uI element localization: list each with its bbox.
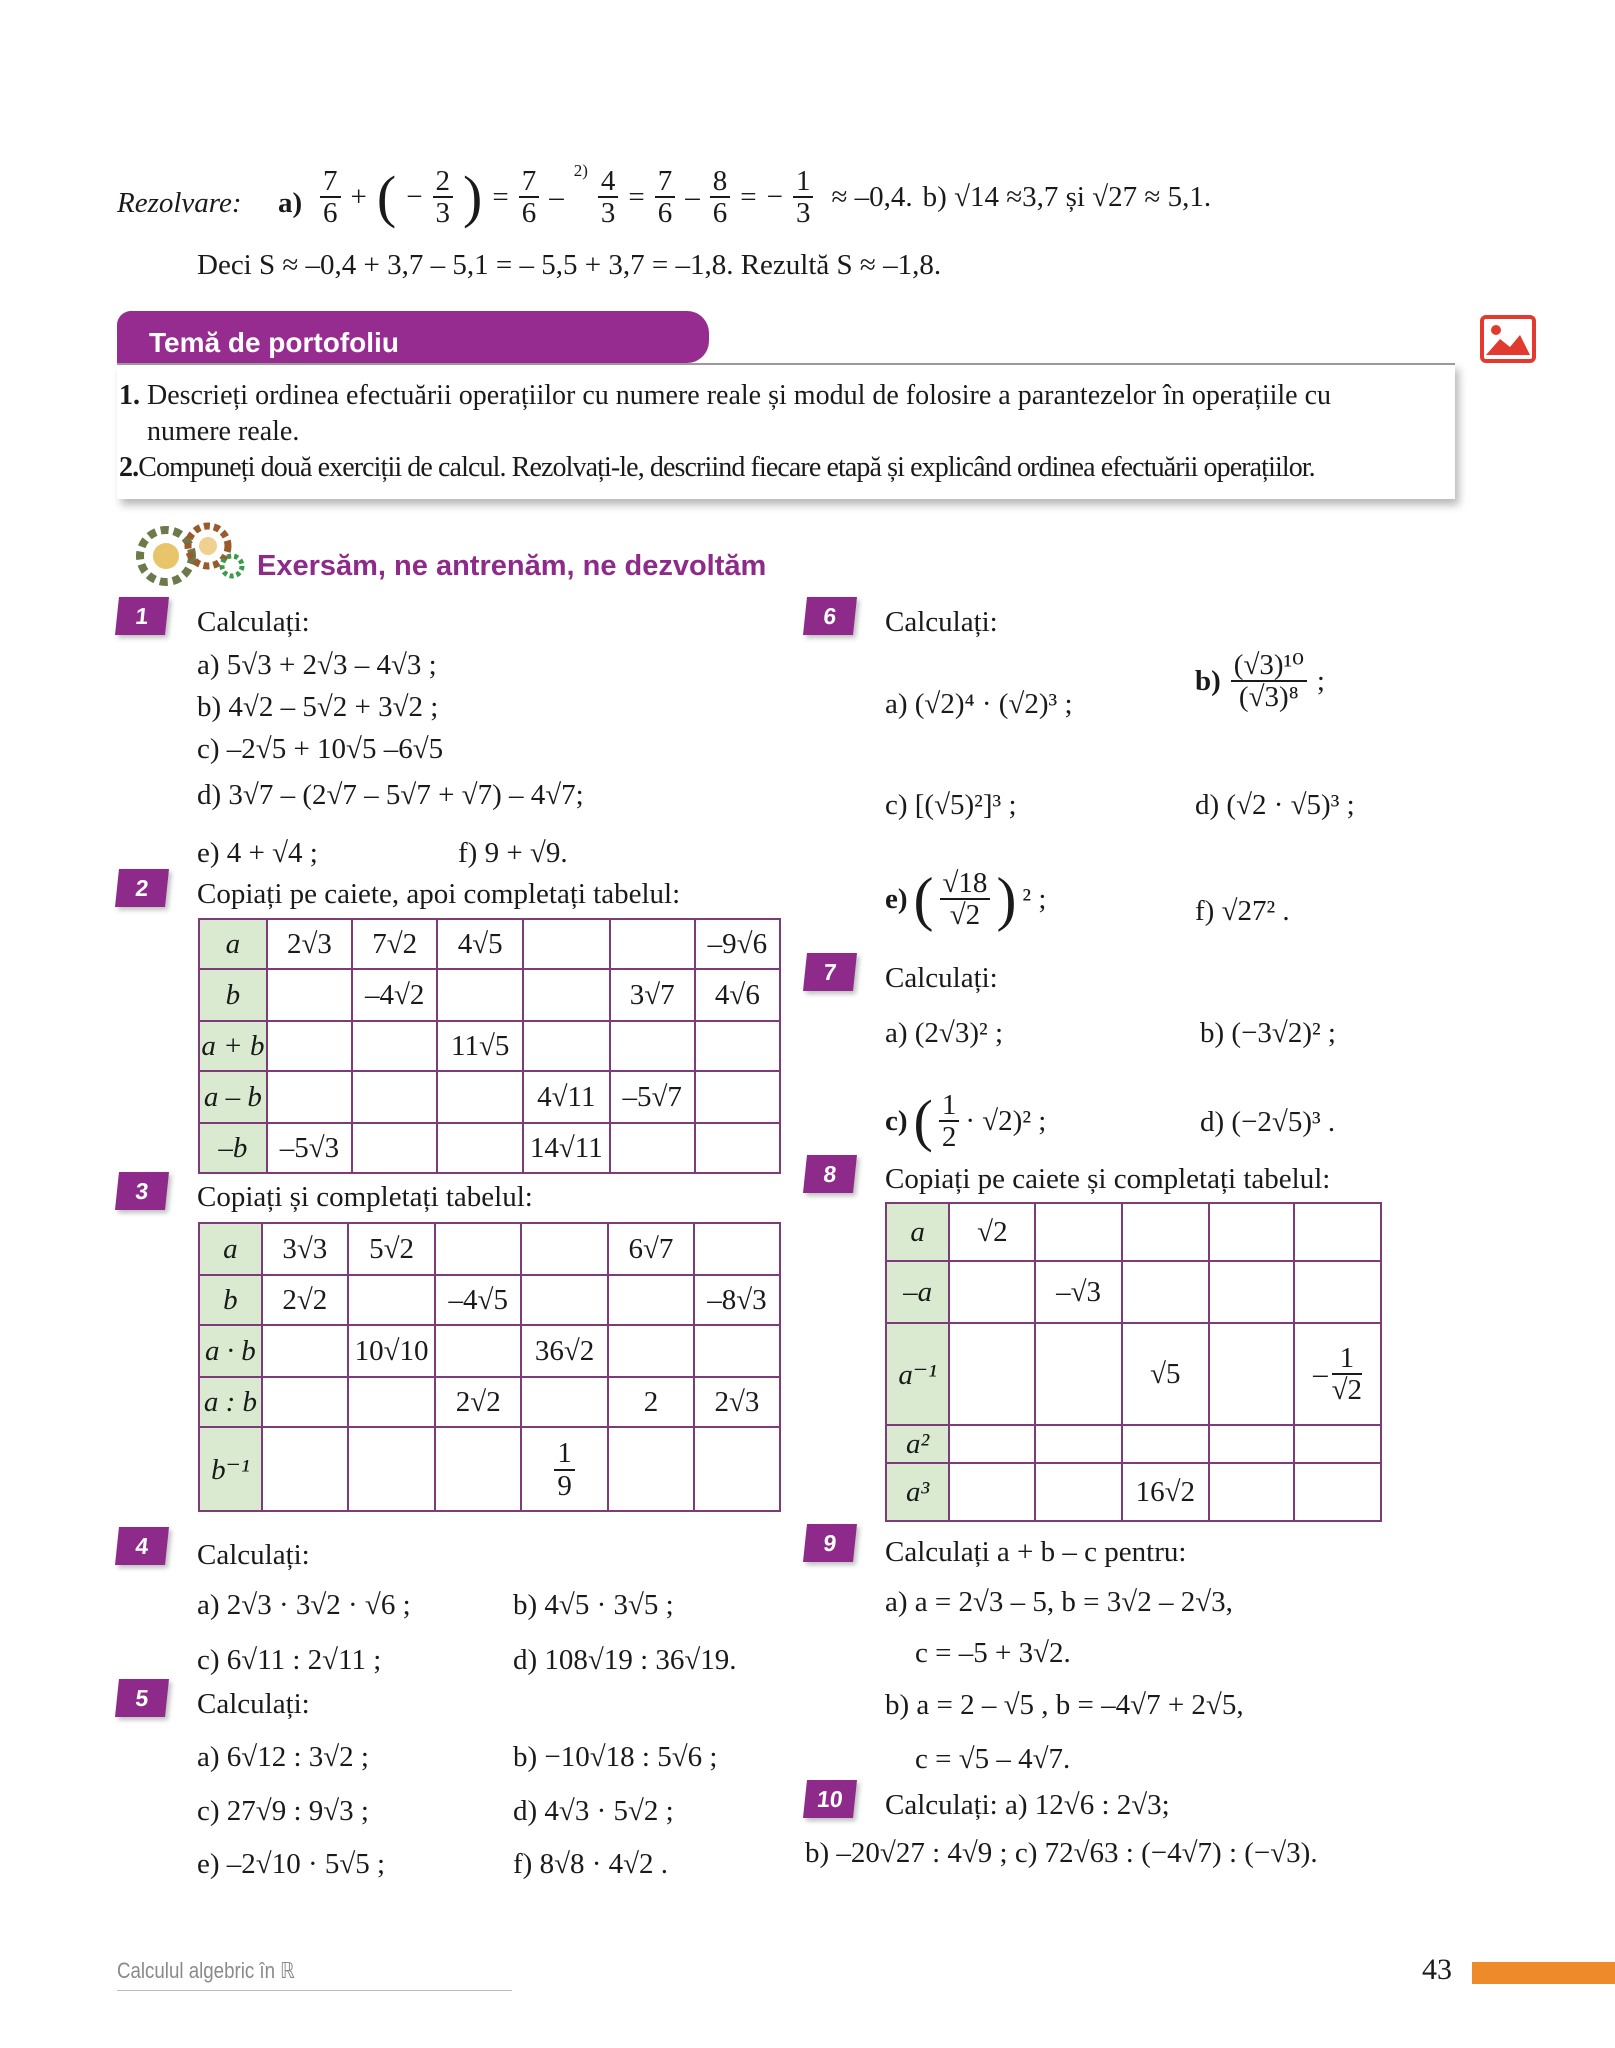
table-cell <box>523 969 609 1021</box>
ex5-title: Calculați: <box>197 1688 310 1720</box>
table-cell: 4√6 <box>695 969 780 1021</box>
gears-icon <box>128 520 248 590</box>
row-header-cell: a <box>199 919 267 969</box>
table-cell <box>437 969 523 1021</box>
table-cell <box>521 1223 608 1275</box>
ex7-b: b) (−3√2)² ; <box>1200 1017 1336 1049</box>
table-cell <box>262 1427 348 1511</box>
ex5-f: f) 8√8 · 4√2 . <box>513 1848 669 1880</box>
table-cell <box>610 919 695 969</box>
fraction: $\frac{7}{6}$ <box>320 166 341 229</box>
ex9-title: Calculați a + b – c pentru: <box>885 1536 1187 1568</box>
row-header-cell: b <box>199 969 267 1021</box>
fraction: $\frac{\text{(√3)¹⁰}}{\text{(√3)⁸}}$ <box>1231 650 1307 713</box>
ex1-f: f) 9 + √9. <box>458 837 568 869</box>
ex7-title: Calculați: <box>885 962 998 994</box>
table-cell <box>1294 1425 1381 1463</box>
ex6-d: d) (√2 · √5)³ ; <box>1195 789 1355 821</box>
table-row <box>199 969 780 1021</box>
ex9-a1: a) a = 2√3 – 5, b = 3√2 – 2√3, <box>885 1586 1233 1618</box>
equals-sign: = <box>740 180 757 213</box>
table-row <box>199 919 780 969</box>
table-cell <box>262 1325 348 1377</box>
exercise-number-badge: 10 <box>803 1780 857 1818</box>
fraction: $\frac{7}{6}$ <box>655 166 676 229</box>
table-cell: 11√5 <box>437 1021 523 1071</box>
rezolvare-b-part: b) √14 ≈3,7 și √27 ≈ 5,1. <box>922 180 1212 213</box>
table-cell <box>1035 1425 1121 1463</box>
table-cell: 36√2 <box>521 1325 608 1377</box>
table-row <box>199 1275 780 1325</box>
portfolio-item-2: 2.Compuneți două exerciții de calcul. Rezolvați-le, descriind fiecare etapă și explicând ordinea efectuării operațiilor. <box>119 452 1315 483</box>
table-cell <box>1294 1463 1381 1521</box>
table-cell <box>1294 1203 1381 1261</box>
ex9-b2: c = √5 – 4√7. <box>915 1743 1071 1775</box>
exercise-number-badge: 7 <box>803 953 857 991</box>
ex8-table <box>885 1202 1382 1522</box>
ex1-b: b) 4√2 – 5√2 + 3√2 ; <box>197 691 439 723</box>
ex6-title: Calculați: <box>885 606 998 638</box>
row-header-cell: a <box>199 1223 262 1275</box>
table-cell <box>1035 1323 1121 1425</box>
row-header-cell: a³ <box>886 1463 949 1521</box>
ex5-b: b) −10√18 : 5√6 ; <box>513 1741 718 1773</box>
table-cell: –5√7 <box>610 1071 695 1123</box>
table-cell <box>352 1021 437 1071</box>
ex7-c: c) ( $\frac{1}{2}$ · √2)² ; <box>885 1088 1047 1154</box>
approx-result: ≈ –0,4. <box>831 180 913 213</box>
table-cell <box>695 1123 780 1173</box>
ex6-f: f) √27² . <box>1195 895 1290 927</box>
table-cell <box>348 1427 435 1511</box>
table-cell <box>1122 1425 1209 1463</box>
table-cell: 4√5 <box>437 919 523 969</box>
table-cell <box>1035 1463 1121 1521</box>
row-header-cell: b <box>199 1275 262 1325</box>
equals-sign: = <box>492 180 509 213</box>
ex4-d: d) 108√19 : 36√19. <box>513 1644 737 1676</box>
fraction: $\frac{2}{3}$ <box>433 166 454 229</box>
row-header-cell: –b <box>199 1123 267 1173</box>
table-cell <box>1209 1261 1294 1323</box>
table-cell: 2 <box>608 1377 694 1427</box>
table-cell <box>608 1325 694 1377</box>
table-cell: √5 <box>1122 1323 1209 1425</box>
exercise-number-badge: 8 <box>803 1155 857 1193</box>
table-cell <box>1035 1203 1121 1261</box>
row-header-cell: a + b <box>199 1021 267 1071</box>
portfolio-item-1-cont: numere reale. <box>147 416 300 447</box>
image-icon <box>1480 315 1536 363</box>
paren-open: ( <box>376 164 397 230</box>
table-cell <box>1209 1463 1294 1521</box>
plus-sign: + <box>350 180 367 213</box>
amplification-mark: 2) <box>573 161 588 181</box>
table-cell: 14√11 <box>523 1123 609 1173</box>
exercise-number-badge: 9 <box>803 1524 857 1562</box>
fraction: $\frac{4}{3}$ <box>598 166 619 229</box>
ex7-d: d) (−2√5)³ . <box>1200 1106 1336 1138</box>
ex8-title: Copiați pe caiete și completați tabelul: <box>885 1163 1331 1195</box>
paren-close: ) <box>463 164 483 230</box>
table-cell: √2 <box>949 1203 1035 1261</box>
ex2-table <box>198 918 781 1174</box>
minus-sign: − <box>406 180 423 213</box>
table-cell <box>1209 1323 1294 1425</box>
table-cell: –4√2 <box>352 969 437 1021</box>
page-number: 43 <box>1422 1953 1452 1986</box>
table-cell: –5√3 <box>267 1123 352 1173</box>
table-cell <box>521 1377 608 1427</box>
table-row <box>199 1377 780 1427</box>
ex9-a2: c = –5 + 3√2. <box>915 1637 1071 1669</box>
fraction: $\frac{7}{6}$ <box>519 166 540 229</box>
table-cell: 2√2 <box>435 1377 521 1427</box>
table-cell <box>437 1123 523 1173</box>
table-cell <box>348 1275 435 1325</box>
ex10-line1: Calculați: a) 12√6 : 2√3; <box>885 1789 1170 1821</box>
table-cell <box>348 1377 435 1427</box>
table-cell: 3√3 <box>262 1223 348 1275</box>
table-row <box>886 1261 1381 1323</box>
table-cell: 3√7 <box>610 969 695 1021</box>
table-cell <box>523 919 609 969</box>
table-cell: –9√6 <box>695 919 780 969</box>
table-row <box>199 1325 780 1377</box>
chapter-title: Calculul algebric în ℝ <box>117 1958 296 1983</box>
row-header-cell: a⁻¹ <box>886 1323 949 1425</box>
rezolvare-conclusion: Deci S ≈ –0,4 + 3,7 – 5,1 = – 5,5 + 3,7 = –1,8. Rezultă S ≈ –1,8. <box>197 249 942 281</box>
ex4-title: Calculați: <box>197 1539 310 1571</box>
table-cell: 6√7 <box>608 1223 694 1275</box>
ex1-title: Calculați: <box>197 606 310 638</box>
table-cell: 2√3 <box>267 919 352 969</box>
portfolio-box <box>117 363 1455 499</box>
table-row <box>199 1223 780 1275</box>
portfolio-banner: Temă de portofoliu <box>117 311 709 363</box>
fraction: $\frac{1}{2}$ <box>939 1090 960 1153</box>
table-cell <box>1122 1261 1209 1323</box>
table-cell: 4√11 <box>523 1071 609 1123</box>
ex5-c: c) 27√9 : 9√3 ; <box>197 1795 369 1827</box>
table-row <box>199 1427 780 1511</box>
exercise-number-badge: 4 <box>115 1527 169 1565</box>
table-cell: 5√2 <box>348 1223 435 1275</box>
table-cell <box>262 1377 348 1427</box>
table-cell <box>949 1463 1035 1521</box>
table-cell <box>949 1323 1035 1425</box>
ex9-b1: b) a = 2 – √5 , b = –4√7 + 2√5, <box>885 1689 1244 1721</box>
ex4-a: a) 2√3 · 3√2 · √6 ; <box>197 1589 411 1621</box>
table-cell <box>523 1021 609 1071</box>
footer-divider <box>117 1990 512 1991</box>
exercise-number-badge: 3 <box>115 1172 169 1210</box>
exercise-number-badge: 6 <box>803 597 857 635</box>
table-cell <box>695 1021 780 1071</box>
ex5-a: a) 6√12 : 3√2 ; <box>197 1741 369 1773</box>
ex4-b: b) 4√5 · 3√5 ; <box>513 1589 674 1621</box>
table-cell: –8√3 <box>694 1275 780 1325</box>
ex5-e: e) –2√10 · 5√5 ; <box>197 1848 386 1880</box>
table-cell <box>949 1425 1035 1463</box>
table-row <box>199 1021 780 1071</box>
exercise-number-badge: 1 <box>115 597 169 635</box>
ex6-a: a) (√2)⁴ · (√2)³ ; <box>885 688 1073 720</box>
rezolvare-a-label: a) <box>278 187 303 219</box>
table-cell <box>521 1427 608 1511</box>
table-cell: –4√5 <box>435 1275 521 1325</box>
table-cell <box>1122 1203 1209 1261</box>
table-cell <box>435 1325 521 1377</box>
table-cell <box>610 1123 695 1173</box>
table-cell <box>435 1223 521 1275</box>
row-header-cell: b⁻¹ <box>199 1427 262 1511</box>
ex2-title: Copiați pe caiete, apoi completați tabelul: <box>197 878 681 910</box>
table-cell: 2√2 <box>262 1275 348 1325</box>
row-header-cell: a : b <box>199 1377 262 1427</box>
table-cell: 16√2 <box>1122 1463 1209 1521</box>
portfolio-item-1: 1. Descrieți ordinea efectuării operațiilor cu numere reale și modul de folosire a parantezelor în operațiile cu <box>119 380 1332 411</box>
ex1-d: d) 3√7 – (2√7 – 5√7 + √7) – 4√7; <box>197 779 584 811</box>
table-row <box>199 1123 780 1173</box>
row-header-cell: a <box>886 1203 949 1261</box>
minus-sign: − <box>766 180 783 213</box>
ex10-line2: b) –20√27 : 4√9 ; c) 72√63 : (−4√7) : (−√3). <box>805 1837 1318 1869</box>
ex4-c: c) 6√11 : 2√11 ; <box>197 1644 382 1676</box>
table-cell <box>1209 1425 1294 1463</box>
table-row <box>886 1323 1381 1425</box>
table-row <box>199 1071 780 1123</box>
table-row <box>886 1463 1381 1521</box>
table-cell <box>267 1021 352 1071</box>
ex6-e: e) ( $\frac{√18}{√2}$ ) ² ; <box>885 866 1047 933</box>
table-row <box>886 1203 1381 1261</box>
rezolvare-label: Rezolvare: <box>117 187 242 219</box>
table-cell <box>608 1275 694 1325</box>
table-cell <box>437 1071 523 1123</box>
fraction: – $\frac{1}{√2}$ <box>1313 1341 1363 1406</box>
table-cell <box>694 1223 780 1275</box>
row-header-cell: a · b <box>199 1325 262 1377</box>
exercise-number-badge: 2 <box>115 869 169 907</box>
equals-sign: = <box>628 180 645 213</box>
table-cell <box>352 1071 437 1123</box>
table-cell <box>1294 1323 1381 1425</box>
fraction: $\frac{1}{9}$ <box>554 1438 575 1501</box>
ex6-c: c) [(√5)²]³ ; <box>885 789 1017 821</box>
row-header-cell: a – b <box>199 1071 267 1123</box>
table-cell <box>521 1275 608 1325</box>
fraction: $\frac{8}{6}$ <box>710 166 731 229</box>
table-cell <box>610 1021 695 1071</box>
table-cell <box>949 1261 1035 1323</box>
table-cell <box>267 969 352 1021</box>
row-header-cell: a² <box>886 1425 949 1463</box>
table-cell <box>435 1427 521 1511</box>
table-cell <box>694 1325 780 1377</box>
ex5-d: d) 4√3 · 5√2 ; <box>513 1795 674 1827</box>
table-cell: 10√10 <box>348 1325 435 1377</box>
table-cell <box>352 1123 437 1173</box>
orange-bar <box>1472 1962 1615 1984</box>
minus-sign: – <box>685 180 700 213</box>
ex1-e: e) 4 + √4 ; <box>197 837 318 869</box>
table-cell <box>695 1071 780 1123</box>
ex7-a: a) (2√3)² ; <box>885 1017 1004 1049</box>
fraction: $\frac{√18}{√2}$ <box>940 868 991 931</box>
ex6-b: b) $\frac{\text{(√3)¹⁰}}{\text{(√3)⁸}}$ ; <box>1195 649 1325 714</box>
ex3-title: Copiați și completați tabelul: <box>197 1181 533 1213</box>
table-cell: 7√2 <box>352 919 437 969</box>
fraction: $\frac{1}{3}$ <box>793 166 814 229</box>
ex1-a: a) 5√3 + 2√3 – 4√3 ; <box>197 649 437 681</box>
ex3-table <box>198 1222 781 1512</box>
table-cell <box>608 1427 694 1511</box>
section-title: Exersăm, ne antrenăm, ne dezvoltăm <box>257 550 767 582</box>
table-row <box>886 1425 1381 1463</box>
table-cell: 2√3 <box>694 1377 780 1427</box>
table-cell <box>1294 1261 1381 1323</box>
exercise-number-badge: 5 <box>115 1679 169 1717</box>
row-header-cell: –a <box>886 1261 949 1323</box>
table-cell <box>694 1427 780 1511</box>
table-cell <box>267 1071 352 1123</box>
rezolvare-equation <box>320 161 1212 230</box>
table-cell <box>1209 1203 1294 1261</box>
table-cell: –√3 <box>1035 1261 1121 1323</box>
ex1-c: c) –2√5 + 10√5 –6√5 <box>197 733 444 765</box>
minus-sign: – <box>549 180 564 213</box>
